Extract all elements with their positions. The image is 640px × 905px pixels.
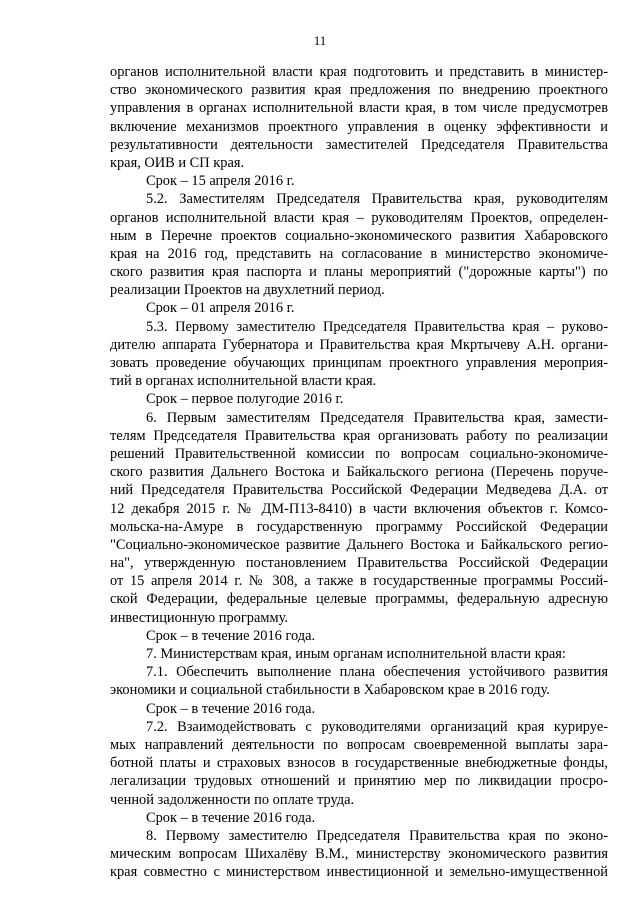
text-line: включение механизмов проектного управления в оценку эффективности и [110,118,608,135]
text-line: ского развития края паспорта и планы мероприятий ("дорожные карты") по [110,264,608,281]
text-line: мическим вопросам Шихалёву В.М., министерству экономического развития [110,846,608,863]
text-line: 8. Первому заместителю Председателя Правительства края по эконо- [146,827,608,844]
text-line: управления в органах исполнительной власти края, в том числе предусмотрев [110,100,608,117]
text-line: на", утвержденную постановлением Правительства Российской Федерации [110,555,608,572]
text-line: органов исполнительной власти края подготовить и представить в министер- [110,64,608,80]
text-line: Срок – в течение 2016 года. [146,700,316,717]
page-number: 11 [313,33,327,48]
text-line: инвестиционную программу. [110,609,288,626]
text-line: 5.3. Первому заместителю Председателя Правительства края – руково- [146,318,608,335]
text-line: тий в органах исполнительной власти края. [110,373,377,390]
text-line: Срок – 01 апреля 2016 г. [146,300,295,317]
text-line: "Социально-экономическое развитие Дальнего Востока и Байкальского регио- [110,536,608,553]
text-line: дителю аппарата Губернатора и Правительства края Мкртычеву А.Н. органи- [110,336,608,353]
text-line: ство экономического развития края предложения по внедрению проектного [110,82,608,99]
text-line: от 15 апреля 2014 г. № 308, а также в государственные программы Россий- [110,573,608,590]
text-line: результативности деятельности заместителей Председателя Правительства [110,136,608,153]
text-line: ным в Перечне проектов социально-экономического развития Хабаровского [110,227,608,244]
text-line: органов исполнительной власти края – руководителям Проектов, определен- [110,209,608,226]
text-line: экономики и социальной стабильности в Хабаровском крае в 2016 году. [110,682,550,699]
text-line: края на 2016 год, представить на согласование в министерство экономиче- [110,245,608,262]
text-line: ской Федерации, федеральные целевые программы, федеральную адресную [110,591,608,608]
text-line: мольска-на-Амуре в государственную программу Российской Федерации [110,518,608,535]
text-line: края, ОИВ и СП края. [110,154,245,171]
text-line: легализации трудовых отношений и принятию мер по ликвидации просро- [110,773,608,790]
text-line: Срок – в течение 2016 года. [146,627,316,644]
text-line: телям Председателя Правительства края организовать работу по реализации [110,427,608,444]
text-line: ского развития Дальнего Востока и Байкальского региона (Перечень поруче- [110,464,608,481]
text-line: края совместно с министерством инвестиционной и земельно-имущественной [110,864,608,881]
text-line: ченной задолженности по оплате труда. [110,791,355,808]
text-line: Срок – первое полугодие 2016 г. [146,391,344,408]
text-line: зовать проведение обучающих принципам проектного управления мероприя- [110,355,608,371]
text-line: реализации Проектов на двухлетний период. [110,282,385,299]
text-line: Срок – в течение 2016 года. [146,809,316,826]
text-line: 7.2. Взаимодействовать с руководителями организаций края курируе- [146,718,608,735]
text-line: мых направлений деятельности по вопросам своевременной выплаты зара- [110,736,608,753]
text-line: ботной платы и страховых взносов в государственные внебюджетные фонды, [110,755,608,772]
text-line: Срок – 15 апреля 2016 г. [146,173,295,190]
text-line: 6. Первым заместителям Председателя Правительства края, замести- [146,409,608,426]
text-line: 7. Министерствам края, иным органам исполнительной власти края: [146,646,566,662]
text-line: ний Председателя Правительства Российской Федерации Медведева Д.А. от [110,482,608,499]
text-line: решений Правительственной комиссии по вопросам социально-экономиче- [110,445,608,462]
text-line: 5.2. Заместителям Председателя Правительства края, руководителям [146,191,608,208]
text-line: 7.1. Обеспечить выполнение плана обеспечения устойчивого развития [146,664,608,681]
document-body [110,63,608,881]
text-line: 12 декабря 2015 г. № ДМ-П13-8410) в части включения объектов г. Комсо- [110,500,608,517]
